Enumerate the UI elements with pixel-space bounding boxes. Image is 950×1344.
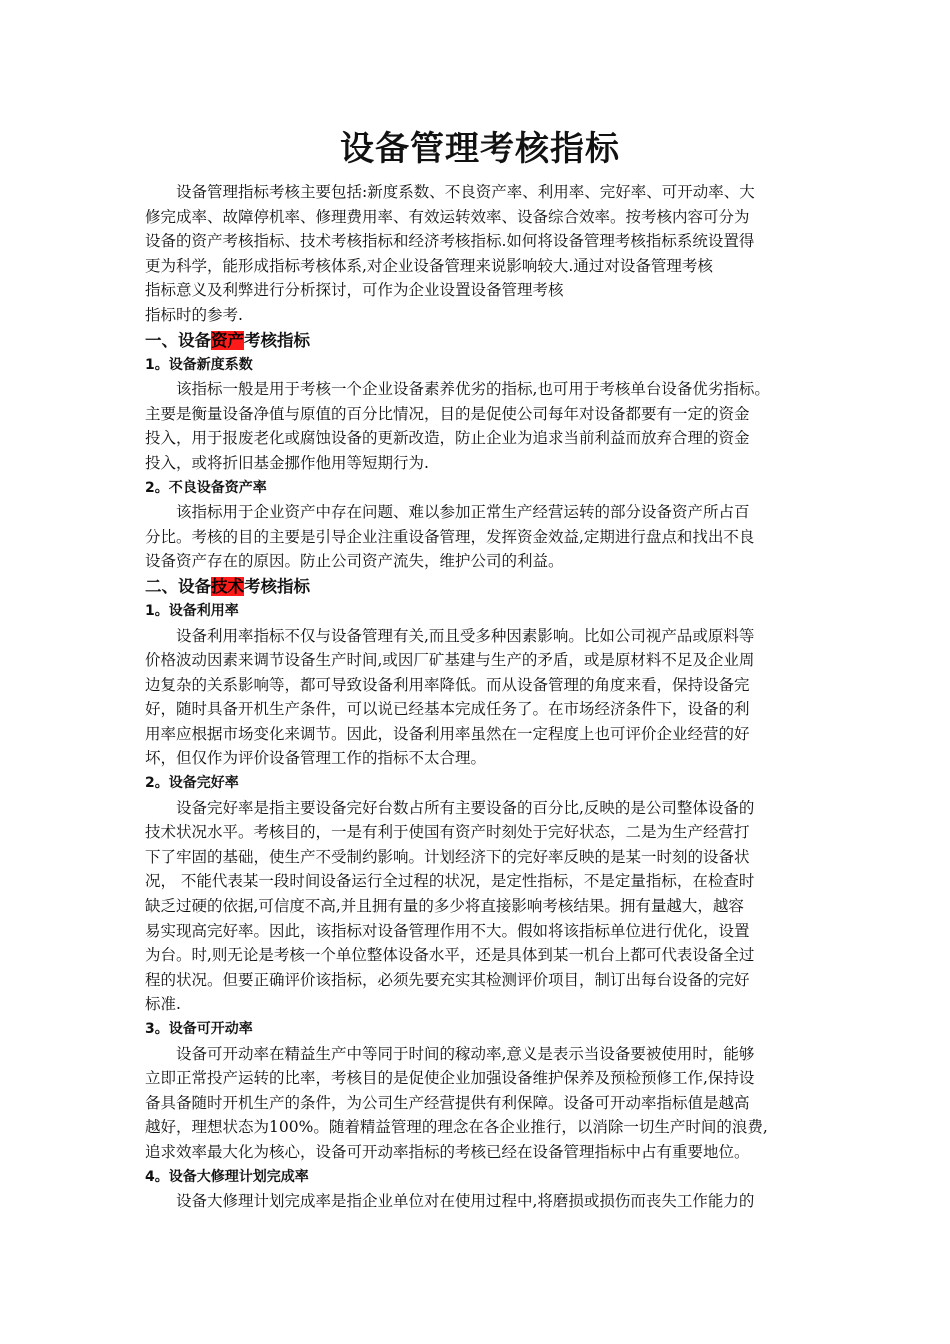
intro-line: 修完成率、故障停机率、修理费用率、有效运转效率、设备综合效率。按考核内容可分为 — [145, 207, 750, 226]
paragraph-line: 设备资产存在的原因。防止公司资产流失，维护公司的利益。 — [145, 552, 564, 571]
subheading-intact-rate: 2。设备完好率 — [145, 775, 239, 792]
paragraph-line: 追求效率最大化为核心，设备可开动率指标的考核已经在设备管理指标中占有重要地位。 — [145, 1142, 750, 1161]
section-heading-technical — [145, 574, 815, 599]
intro-line: 指标时的参考. — [145, 305, 243, 324]
paragraph-overhaul-completion-rate — [145, 1189, 815, 1214]
intro-line: 设备的资产考核指标、技术考核指标和经济考核指标.如何将设备管理考核指标系统设置得 — [145, 232, 755, 251]
paragraph-line: 用率应根据市场变化来调节。因此，设备利用率虽然在一定程度上也可评价企业经营的好 — [145, 724, 750, 743]
paragraph-line: 投入，或将折旧基金挪作他用等短期行为. — [145, 453, 429, 472]
paragraph-line: 易实现高完好率。因此，该指标对设备管理作用不大。假如将该指标单位进行优化，设置 — [145, 921, 750, 940]
paragraph-line: 立即正常投产运转的比率，考核目的是促使企业加强设备维护保养及预检预修工作,保持设 — [145, 1069, 755, 1088]
intro-line: 更为科学，能形成指标考核体系,对企业设备管理来说影响较大.通过对设备管理考核 — [145, 256, 713, 275]
intro-paragraph — [145, 180, 815, 328]
highlighted-keyword: 资产 — [211, 330, 244, 350]
intro-line: 指标意义及利弊进行分析探讨，可作为企业设置设备管理考核 — [145, 281, 564, 300]
paragraph-line: 技术状况水平。考核目的，一是有利于使国有资产时刻处于完好状态，二是为生产经营打 — [145, 823, 750, 842]
paragraph-line: 投入，用于报废老化或腐蚀设备的更新改造，防止企业为追求当前利益而放弃合理的资金 — [145, 429, 750, 448]
section-heading-prefix: 二、设备 — [145, 576, 211, 596]
paragraph-line: 况， 不能代表某一段时间设备运行全过程的状况，是定性指标，不是定量指标，在检查时 — [145, 872, 755, 891]
paragraph-line: 为台。时,则无论是考核一个单位整体设备水平，还是具体到某一机台上都可代表设备全过 — [145, 946, 755, 965]
paragraph-intact-rate — [145, 796, 815, 1017]
paragraph-line: 标准. — [145, 995, 181, 1014]
section-heading-suffix: 考核指标 — [244, 576, 310, 596]
paragraph-line: 分比。考核的目的主要是引导企业注重设备管理，发挥资金效益,定期进行盘点和找出不良 — [145, 527, 755, 546]
highlighted-keyword: 技术 — [211, 576, 244, 596]
subheading-availability-rate: 3。设备可开动率 — [145, 1021, 253, 1037]
paragraph-line: 设备大修理计划完成率是指企业单位对在使用过程中,将磨损或损伤而丧失工作能力的 — [176, 1192, 755, 1211]
subheading-overhaul-completion-rate: 4。设备大修理计划完成率 — [145, 1168, 309, 1185]
section-heading-suffix: 考核指标 — [244, 330, 310, 350]
paragraph-line: 设备利用率指标不仅与设备管理有关,而且受多种因素影响。比如公司视产品或原料等 — [176, 626, 755, 645]
section-heading-asset — [145, 328, 815, 353]
page-title: 设备管理考核指标 — [340, 129, 620, 169]
paragraph-bad-asset-rate — [145, 500, 815, 574]
paragraph-line: 程的状况。但要正确评价该指标，必须先要充实其检测评价项目，制订出每台设备的完好 — [145, 970, 750, 989]
paragraph-line: 好，随时具备开机生产条件，可以说已经基本完成任务了。在市场经济条件下，设备的利 — [145, 700, 750, 719]
paragraph-line: 缺乏过硬的依据,可信度不高,并且拥有量的多少将直接影响考核结果。拥有量越大，越容 — [145, 897, 744, 916]
paragraph-line: 越好，理想状态为100%。随着精益管理的理念在各企业推行，以消除一切生产时间的浪费, — [145, 1118, 768, 1137]
section-heading-prefix: 一、设备 — [145, 330, 211, 350]
paragraph-line: 价格波动因素来调节设备生产时间,或因厂矿基建与生产的矛盾，或是原材料不足及企业周 — [145, 651, 755, 670]
paragraph-utilization-rate — [145, 624, 815, 772]
subheading-utilization-rate: 1。设备利用率 — [145, 602, 239, 619]
subheading-bad-asset-rate: 2。不良设备资产率 — [145, 479, 267, 496]
paragraph-line: 备具备随时开机生产的条件，为公司生产经营提供有利保障。设备可开动率指标值是越高 — [145, 1093, 750, 1112]
paragraph-line: 该指标用于企业资产中存在问题、难以参加正常生产经营运转的部分设备资产所占百 — [176, 503, 750, 522]
intro-line: 设备管理指标考核主要包括:新度系数、不良资产率、利用率、完好率、可开动率、大 — [176, 183, 755, 201]
paragraph-line: 设备完好率是指主要设备完好台数占所有主要设备的百分比,反映的是公司整体设备的 — [176, 798, 755, 817]
paragraph-line: 设备可开动率在精益生产中等同于时间的稼动率,意义是表示当设备要被使用时，能够 — [176, 1044, 755, 1063]
paragraph-line: 下了牢固的基础，使生产不受制约影响。计划经济下的完好率反映的是某一时刻的设备状 — [145, 847, 750, 866]
subheading-newness-coefficient: 1。设备新度系数 — [145, 356, 253, 373]
document-page — [145, 118, 815, 1214]
paragraph-availability-rate — [145, 1042, 815, 1165]
paragraph-newness-coefficient — [145, 377, 815, 475]
paragraph-line: 主要是衡量设备净值与原值的百分比情况，目的是促使公司每年对设备都要有一定的资金 — [145, 404, 750, 423]
paragraph-line: 该指标一般是用于考核一个企业设备素养优劣的指标,也可用于考核单台设备优劣指标。 — [176, 380, 770, 399]
paragraph-line: 边复杂的关系影响等，都可导致设备利用率降低。而从设备管理的角度来看，保持设备完 — [145, 675, 750, 694]
paragraph-line: 坏，但仅作为评价设备管理工作的指标不太合理。 — [145, 749, 487, 768]
